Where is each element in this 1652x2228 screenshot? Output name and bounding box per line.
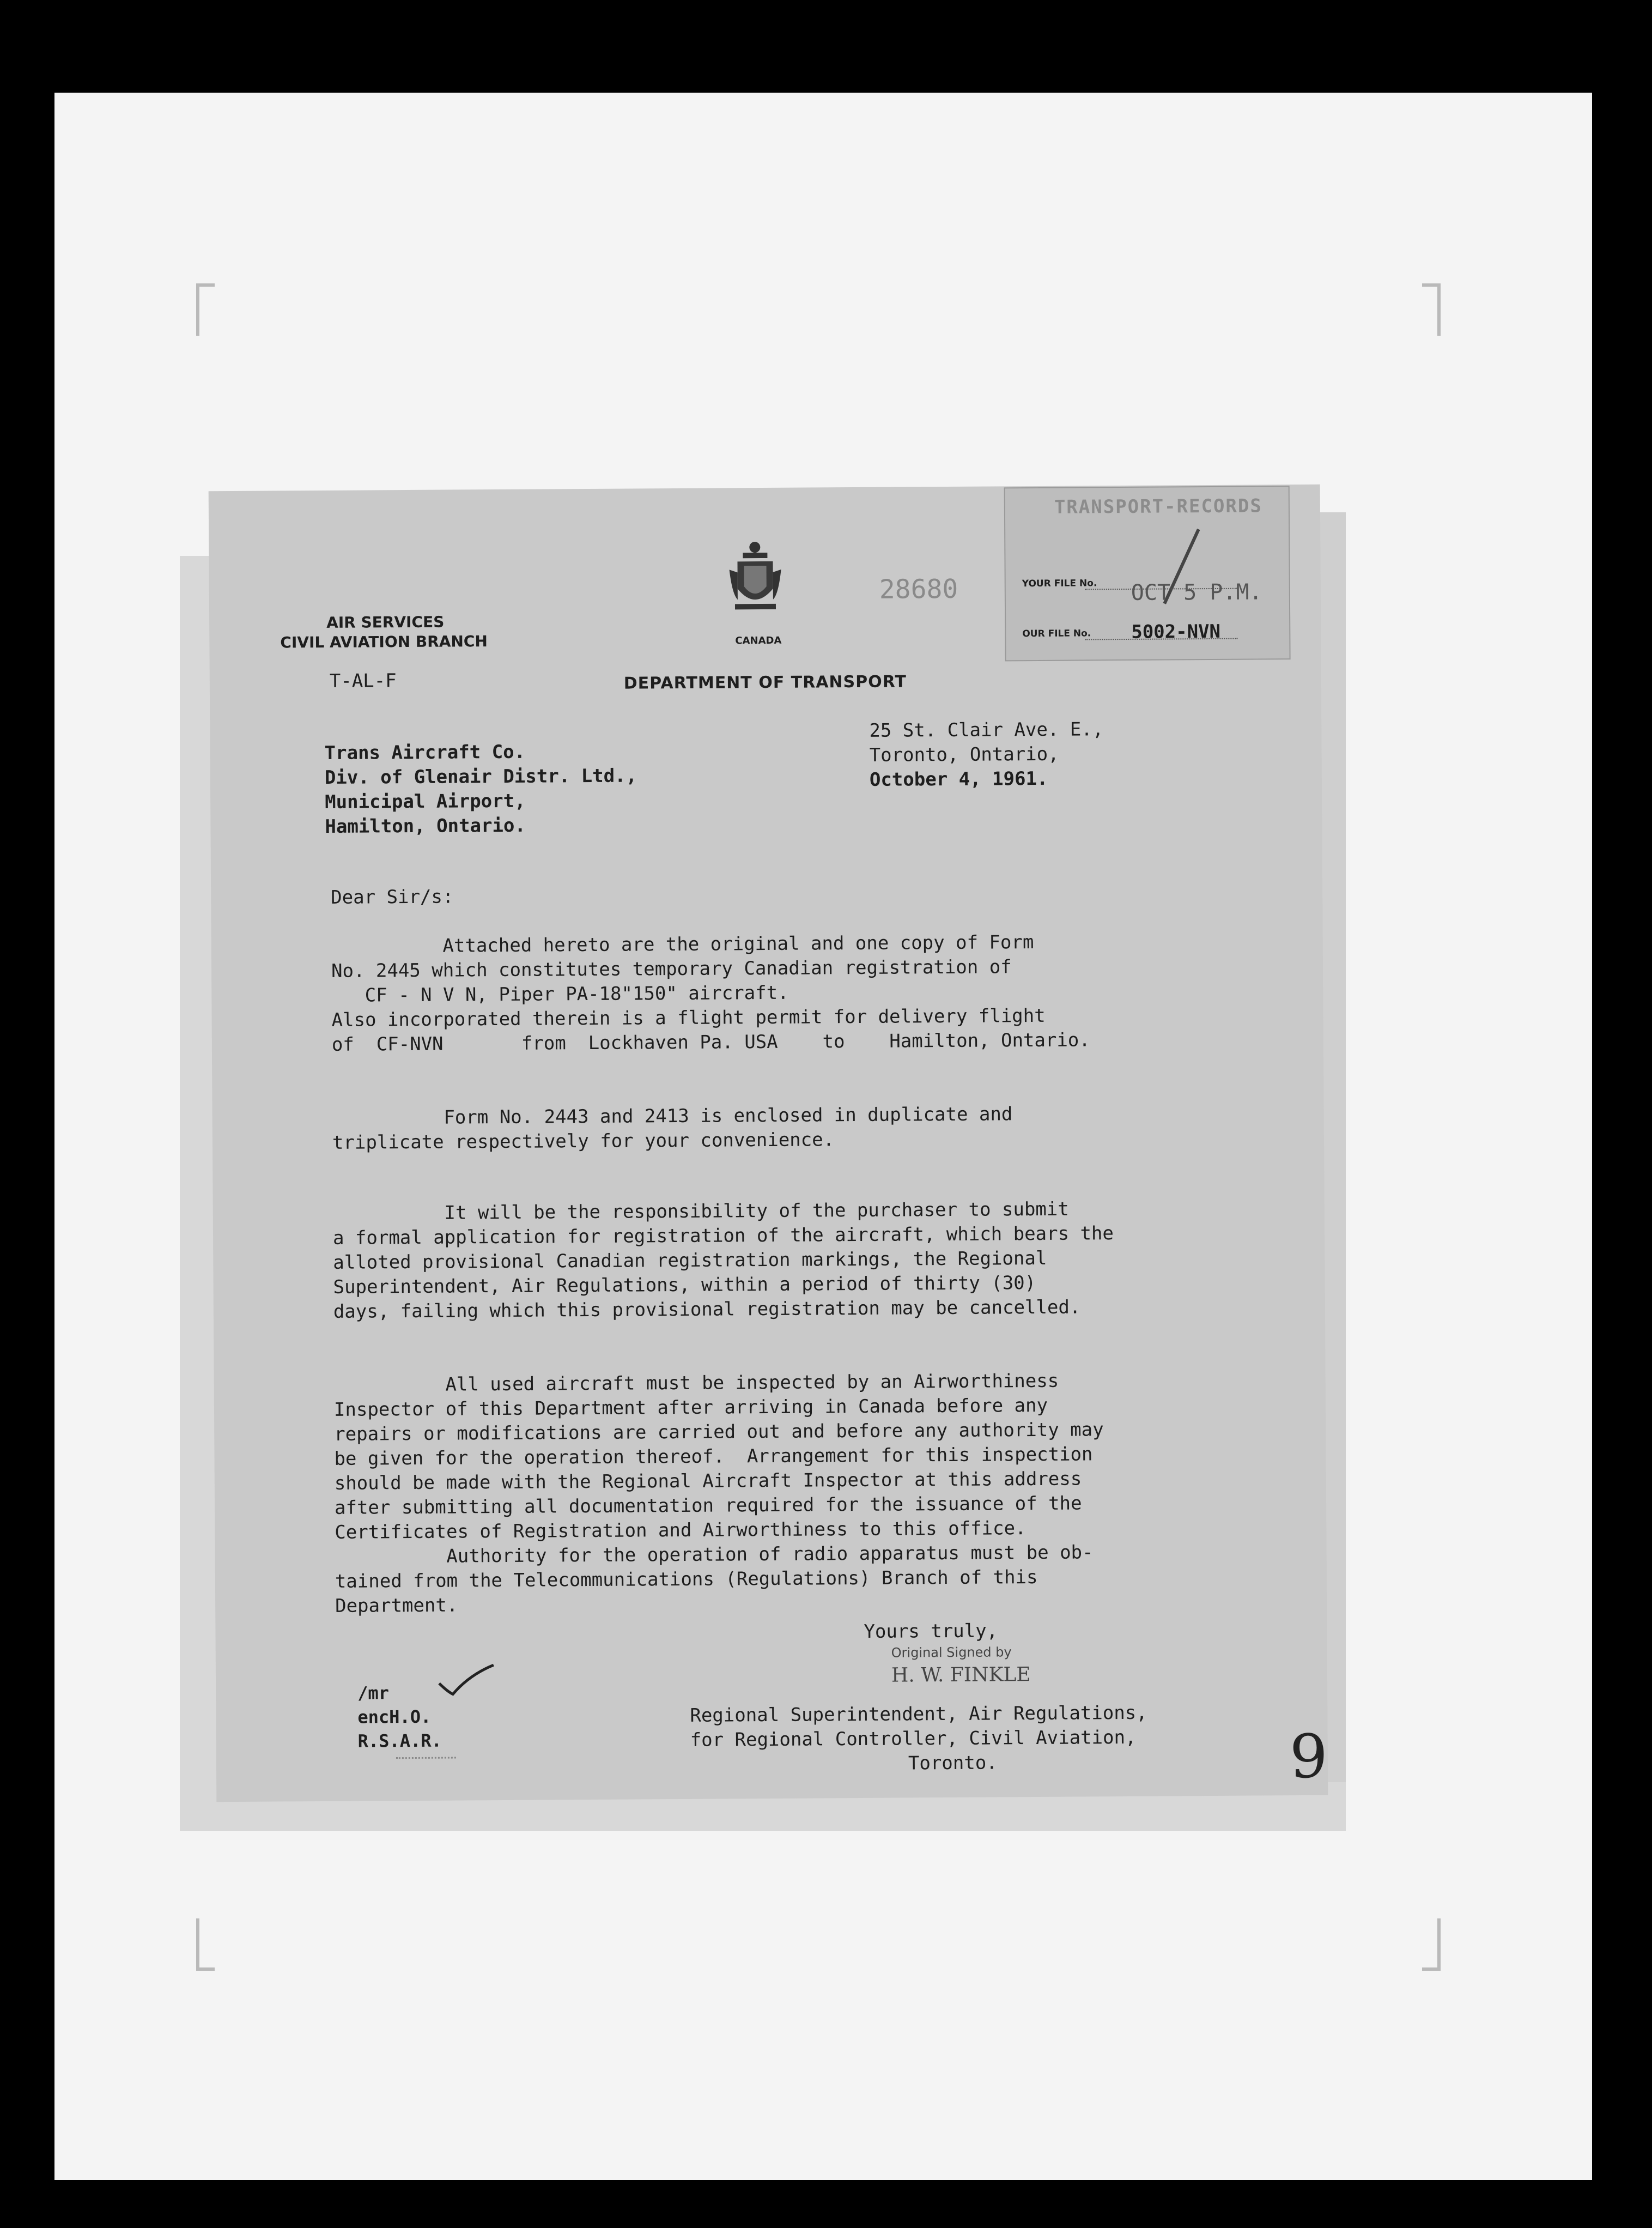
crop-mark-bottom-left <box>196 1918 215 1971</box>
original-signed-stamp: Original Signed by <box>891 1644 1012 1661</box>
our-file-value: 5002-NVN <box>1131 620 1221 643</box>
dotted-mark <box>396 1757 456 1759</box>
checkmark-icon <box>436 1664 496 1697</box>
signature-block <box>690 1701 1147 1777</box>
initials-line-2: encH.O. <box>357 1706 432 1728</box>
recipient-line-3: Municipal Airport, <box>325 790 526 813</box>
paragraph-inspection: All used aircraft must be inspected by an Airworthiness Inspector of this Department after arriving in Canada before any repairs or modifications are carried out and before any authority may be given for the operation thereof. Arrangement for this inspection should be made with the Regional Aircraft Inspector at this address after submitting all documentation required for the issuance of the Certificates of Registration and Airworthiness to this office. <box>333 1370 1104 1543</box>
crest-label: CANADA <box>735 634 782 647</box>
crop-mark-top-right <box>1422 283 1441 336</box>
signer-title-3: Toronto. <box>908 1752 998 1775</box>
crop-mark-bottom-right <box>1422 1918 1441 1971</box>
initials-line-3: R.S.A.R. <box>357 1730 442 1752</box>
address-line-2: Toronto, Ontario, <box>869 743 1059 766</box>
our-file-label: OUR FILE No. <box>1022 628 1091 640</box>
sender-address <box>869 717 1104 792</box>
records-stamp <box>1004 486 1291 661</box>
valediction: Yours truly, <box>864 1620 998 1643</box>
salutation: Dear Sir/s: <box>331 886 454 909</box>
branch-header <box>280 612 488 652</box>
your-file-value: OCT 5 P.M. <box>1131 579 1262 606</box>
stamp-title: TRANSPORT-RECORDS <box>1054 495 1262 518</box>
paragraph-registration: Attached hereto are the original and one copy of Form No. 2445 which constitutes temporary Canadian registration of CF - N V N, Piper PA-18"150" aircraft. Also incorporated therein is a flight permit for delivery flight of CF-NVN from Lockhaven Pa. USA to Hamilton, Ontario. <box>331 931 1090 1056</box>
crop-mark-top-left <box>196 283 215 336</box>
reference-code: T-AL-F <box>329 670 397 692</box>
recipient-line-2: Div. of Glenair Distr. Ltd., <box>324 765 637 789</box>
department-title: DEPARTMENT OF TRANSPORT <box>623 672 907 693</box>
your-file-label: YOUR FILE No. <box>1022 578 1097 590</box>
letter-sheet <box>209 485 1328 1802</box>
recipient-line-4: Hamilton, Ontario. <box>325 814 526 838</box>
coat-of-arms-icon <box>726 540 784 616</box>
branch-line-1: AIR SERVICES <box>326 613 445 632</box>
paragraph-radio: Authority for the operation of radio apparatus must be ob- tained from the Telecommunications (Regulations) Branch of this Department. <box>335 1541 1094 1617</box>
file-number-stamp: 28680 <box>879 573 958 605</box>
paragraph-forms: Form No. 2443 and 2413 is enclosed in duplicate and triplicate respectively for your convenience. <box>332 1103 1013 1154</box>
initials-line-1: /mr <box>357 1682 390 1704</box>
signer-title-1: Regional Superintendent, Air Regulations, <box>690 1702 1147 1727</box>
typist-initials <box>357 1681 442 1753</box>
letter-date: October 4, 1961. <box>869 767 1048 791</box>
recipient-address <box>324 739 637 839</box>
recipient-line-1: Trans Aircraft Co. <box>324 741 526 764</box>
margin-note: 9 <box>1289 1721 1328 1792</box>
signer-name-stamp: H. W. FINKLE <box>891 1663 1031 1687</box>
address-line-1: 25 St. Clair Ave. E., <box>869 718 1104 742</box>
branch-line-2: CIVIL AVIATION BRANCH <box>280 632 488 652</box>
paragraph-responsibility: It will be the responsibility of the purchaser to submit a formal application for registration of the aircraft, which bears the alloted provisional Canadian registration markings, the Regional Superintendent, Air Regulations, within a period of thirty (30) days, failing which this provisional registration may be cancelled. <box>332 1198 1114 1323</box>
signer-title-2: for Regional Controller, Civil Aviation, <box>690 1726 1137 1751</box>
